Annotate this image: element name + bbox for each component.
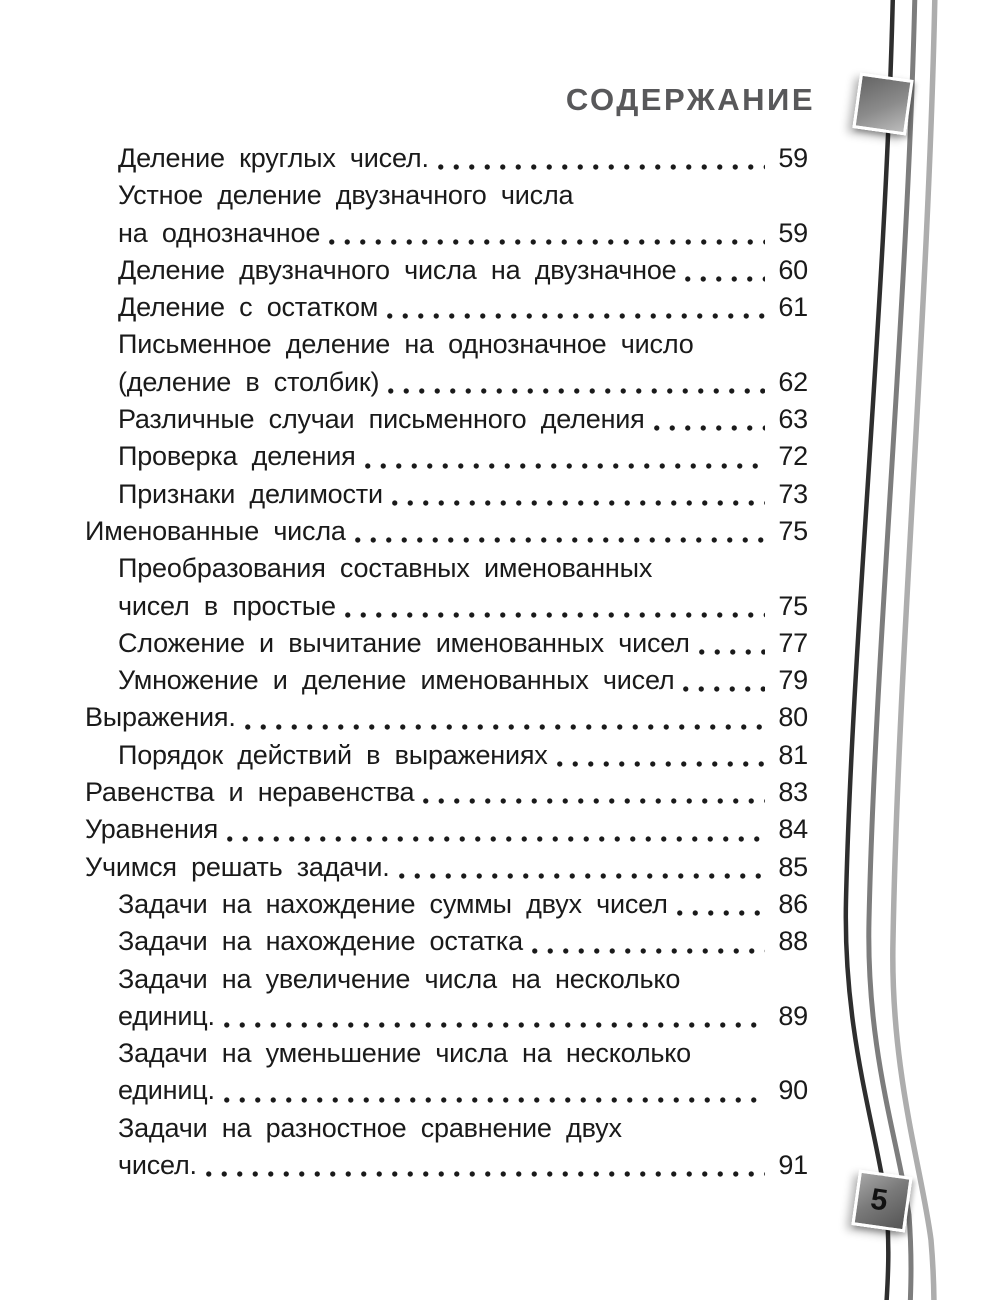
toc-entry-text: Выражения.: [85, 702, 236, 733]
dot-leader: [383, 364, 765, 401]
toc-page-number: 73: [778, 478, 808, 509]
toc-page-number: 80: [778, 702, 808, 733]
toc-row: [85, 140, 808, 177]
toc-page-number: 86: [778, 888, 808, 919]
toc-row: [85, 1035, 808, 1072]
dot-leader: [340, 588, 765, 625]
toc-entry-text: Порядок действий в выражениях: [118, 739, 548, 770]
toc-entry-text: Деление с остатком: [118, 292, 379, 323]
toc-entry-text: Умножение и деление именованных чисел: [118, 665, 675, 696]
toc-entry-text: Задачи на уменьшение числа на несколько: [118, 1038, 691, 1069]
toc-page-number: 63: [778, 404, 808, 435]
toc-page-number: 89: [778, 1000, 808, 1031]
toc-row: [85, 476, 808, 513]
page-title: СОДЕРЖАНИЕ: [565, 82, 815, 117]
toc-row: [85, 849, 808, 886]
toc-row: [85, 438, 808, 475]
toc-entry-text: Задачи на нахождение остатка: [118, 926, 523, 957]
toc-entry-text: Учимся решать задачи.: [85, 851, 390, 882]
toc-row: [85, 401, 808, 438]
top-corner-sticker: [852, 73, 913, 136]
toc-entry-text: чисел в простые: [118, 590, 336, 621]
dot-leader: [680, 252, 765, 289]
dot-leader: [360, 438, 766, 475]
dot-leader: [694, 625, 765, 662]
toc-page-number: 75: [778, 515, 808, 546]
wave-light-line: [893, 0, 935, 1300]
page-number: 5: [868, 1182, 890, 1218]
dot-leader: [678, 662, 765, 699]
toc-row: [85, 886, 808, 923]
toc-page-number: 62: [778, 366, 808, 397]
toc-page-number: 90: [778, 1075, 808, 1106]
toc-page-number: 88: [778, 926, 808, 957]
dot-leader: [387, 476, 765, 513]
toc-entry-text: Задачи на нахождение суммы двух чисел: [118, 888, 668, 919]
toc-entry-text: Проверка деления: [118, 441, 356, 472]
toc-entry-text: единиц.: [118, 1075, 215, 1106]
dot-leader: [350, 513, 765, 550]
toc-row: [85, 662, 808, 699]
toc-row: [85, 215, 808, 252]
toc-page-number: 75: [778, 590, 808, 621]
toc-page-number: 79: [778, 665, 808, 696]
toc-entry-text: Уравнения: [85, 814, 219, 845]
toc-row: [85, 364, 808, 401]
toc-row: [85, 1147, 808, 1184]
dot-leader: [672, 886, 765, 923]
toc-row: [85, 811, 808, 848]
toc-page-number: 59: [778, 143, 808, 173]
toc-entry-text: Устное деление двузначного числа: [118, 180, 574, 211]
toc-page-number: 91: [778, 1150, 808, 1181]
dot-leader: [324, 215, 765, 252]
toc-row: [85, 252, 808, 289]
toc-page-number: 84: [778, 814, 808, 845]
toc-row: [85, 513, 808, 550]
toc-entry-text: чисел.: [118, 1150, 197, 1181]
dot-leader: [433, 140, 765, 177]
toc-page-number: 61: [778, 292, 808, 323]
toc-entry-text: Сложение и вычитание именованных чисел: [118, 627, 690, 658]
dot-leader: [552, 737, 765, 774]
toc-row: [85, 699, 808, 736]
toc-page-number: 60: [778, 254, 808, 285]
toc-row: [85, 774, 808, 811]
dot-leader: [382, 289, 765, 326]
toc-row: [85, 177, 808, 214]
page-number-sticker: [851, 1170, 912, 1233]
toc-entry-text: Именованные числа: [85, 515, 346, 546]
toc-row: [85, 550, 808, 587]
dot-leader: [418, 774, 765, 811]
toc-entry-text: Признаки делимости: [118, 478, 383, 509]
toc-row: [85, 625, 808, 662]
toc-entry-text: Различные случаи письменного деления: [118, 404, 645, 435]
toc-entry-text: Деление круглых чисел.: [118, 143, 429, 173]
toc-entry-text: единиц.: [118, 1000, 215, 1031]
toc-row: [85, 326, 808, 363]
toc-entry-text: Задачи на увеличение числа на несколько: [118, 963, 681, 994]
toc-entry-text: на однозначное: [118, 217, 321, 248]
dot-leader: [201, 1147, 765, 1184]
toc-row: [85, 923, 808, 960]
toc-entry-text: Равенства и неравенства: [85, 777, 415, 808]
dot-leader: [649, 401, 765, 438]
toc-entry-text: Задачи на разностное сравнение двух: [118, 1112, 622, 1143]
toc-list: [85, 140, 808, 1184]
dot-leader: [527, 923, 765, 960]
dot-leader: [240, 699, 765, 736]
toc-page-number: 77: [778, 627, 808, 658]
toc-page-number: 59: [778, 217, 808, 248]
toc-row: [85, 1110, 808, 1147]
toc-row: [85, 961, 808, 998]
toc-row: [85, 588, 808, 625]
toc-entry-text: (деление в столбик): [118, 366, 380, 397]
dot-leader: [219, 1072, 765, 1109]
toc-entry-text: Деление двузначного числа на двузначное: [118, 254, 677, 285]
toc-entry-text: Преобразования составных именованных: [118, 553, 653, 584]
dot-leader: [219, 998, 765, 1035]
toc-entry-text: Письменное деление на однозначное число: [118, 329, 694, 360]
toc-row: [85, 289, 808, 326]
toc-page-number: 72: [778, 441, 808, 472]
toc-row: [85, 1072, 808, 1109]
toc-page-number: 83: [778, 777, 808, 808]
toc-row: [85, 737, 808, 774]
toc-page-number: 85: [778, 851, 808, 882]
dot-leader: [394, 849, 765, 886]
toc-page-number: 81: [778, 739, 808, 770]
dot-leader: [222, 811, 765, 848]
toc-row: [85, 998, 808, 1035]
